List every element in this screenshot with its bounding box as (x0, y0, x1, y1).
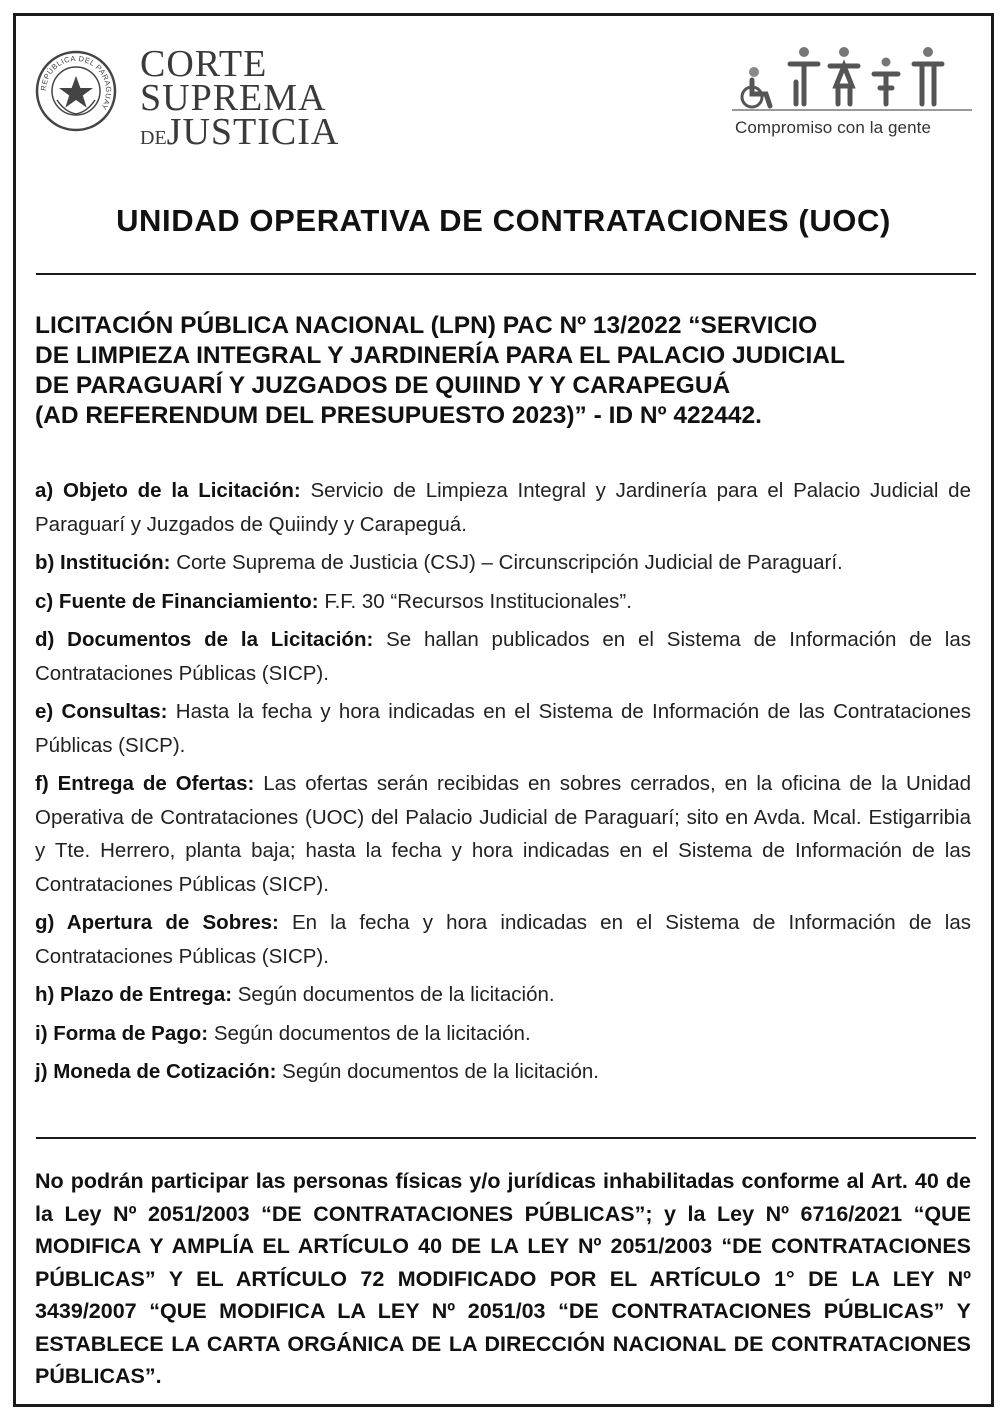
detail-label: a) Objeto de la Licitación: (35, 479, 301, 502)
tender-heading (35, 311, 975, 431)
brand-line-2: SUPREMA (140, 77, 327, 119)
detail-text: Servicio de Limpieza Integral y Jardinería para el Palacio Judicial de Paraguarí y Juzgados de Quiindy y Carapeguá. (35, 479, 971, 536)
detail-text: Hasta la fecha y hora indicadas en el Sistema de Información de las Contrataciones Públicas (SICP). (35, 700, 971, 757)
detail-text: Se hallan publicados en el Sistema de Información de las Contrataciones Públicas (SICP). (35, 628, 972, 685)
detail-item-documentos (35, 623, 971, 690)
detail-item-objeto (35, 474, 971, 541)
detail-label: f) Entrega de Ofertas: (35, 772, 255, 795)
detail-text: Según documentos de la licitación. (276, 1060, 599, 1083)
detail-label: c) Fuente de Financiamiento: (35, 589, 319, 613)
svg-text:REPÚBLICA DEL PARAGUAY: REPÚBLICA DEL PARAGUAY (38, 53, 114, 112)
detail-text: Según documentos de la licitación. (232, 983, 555, 1006)
brand-line-3 (140, 111, 340, 153)
detail-item-plazo (35, 978, 971, 1012)
page-title: UNIDAD OPERATIVA DE CONTRATACIONES (UOC) (116, 203, 891, 238)
heading-line: DE LIMPIEZA INTEGRAL Y JARDINERÍA PARA EL PALACIO JUDICIAL (35, 342, 845, 369)
brand-de: DE (140, 127, 167, 149)
detail-label: h) Plazo de Entrega: (35, 983, 233, 1006)
detail-item-financiamiento (35, 585, 971, 619)
detail-item-apertura (35, 906, 971, 973)
detail-item-entrega-ofertas (35, 767, 971, 901)
heading-line: (AD REFERENDUM DEL PRESUPUESTO 2023)” - ID Nº 422442. (35, 402, 762, 429)
detail-label: g) Apertura de Sobres: (35, 911, 279, 934)
divider-bottom (36, 1137, 976, 1139)
brand-line-1: CORTE (140, 43, 268, 85)
detail-label: d) Documentos de la Licitación: (35, 628, 374, 651)
national-seal-icon (35, 50, 117, 132)
detail-item-institucion (35, 546, 971, 580)
detail-label: b) Institución: (35, 551, 171, 574)
tender-details-list (35, 474, 971, 1094)
heading-line: DE PARAGUARÍ Y JUZGADOS DE QUIIND Y Y CARAPEGUÁ (35, 372, 731, 399)
detail-text: En la fecha y hora indicadas en el Sistema de Información de las Contrataciones Públicas (SICP). (35, 911, 972, 968)
detail-item-forma-pago (35, 1017, 971, 1051)
detail-text: Corte Suprema de Justicia (CSJ) – Circunscripción Judicial de Paraguarí. (170, 551, 843, 574)
detail-text: Según documentos de la licitación. (208, 1021, 531, 1045)
brand-justicia: JUSTICIA (166, 111, 340, 153)
detail-item-moneda (35, 1055, 971, 1089)
detail-label: e) Consultas: (35, 700, 168, 723)
heading-line: LICITACIÓN PÚBLICA NACIONAL (LPN) PAC Nº 13/2022 “SERVICIO (35, 312, 818, 339)
detail-item-consultas (35, 695, 971, 762)
detail-label: j) Moneda de Cotización: (35, 1060, 277, 1083)
detail-text: F.F. 30 “Recursos Institucionales”. (318, 589, 632, 613)
legal-notice: No podrán participar las personas físicas y/o jurídicas inhabilitadas conforme al Art. 40 de la Ley Nº 2051/2003 “DE CONTRATACIONES PÚBLICAS”; y la Ley Nº 6716/2021 “QUE MODIFICA Y AMPLÍA EL ARTÍCULO 40 DE LA LEY Nº 2051/2003 “DE CONTRATACIONES PÚBLICAS” Y EL ARTÍCULO 72 MODIFICADO POR EL ARTÍCULO 1° DE LA LEY Nº 3439/2007 “QUE MODIFICA LA LEY Nº 2051/03 “DE CONTRATACIONES PÚBLICAS” Y ESTABLECE LA CARTA ORGÁNICA DE LA DIRECCIÓN NACIONAL DE CONTRATACIONES PÚBLICAS”. (35, 1169, 971, 1388)
people-figures-icon (732, 42, 972, 112)
detail-text: Las ofertas serán recibidas en sobres cerrados, en la oficina de la Unidad Operativa de Contrataciones (UOC) del Palacio Judicial de Paraguarí; sito en Avda. Mcal. Estigarribia y Tte. Herrero, planta baja; hasta la fecha y hora indicadas en el Sistema de Información de las Contrataciones Públicas (SICP). (35, 772, 971, 896)
detail-label: i) Forma de Pago: (35, 1021, 209, 1045)
slogan: Compromiso con la gente (735, 118, 932, 137)
divider-top (36, 273, 976, 275)
court-brand (140, 43, 340, 153)
